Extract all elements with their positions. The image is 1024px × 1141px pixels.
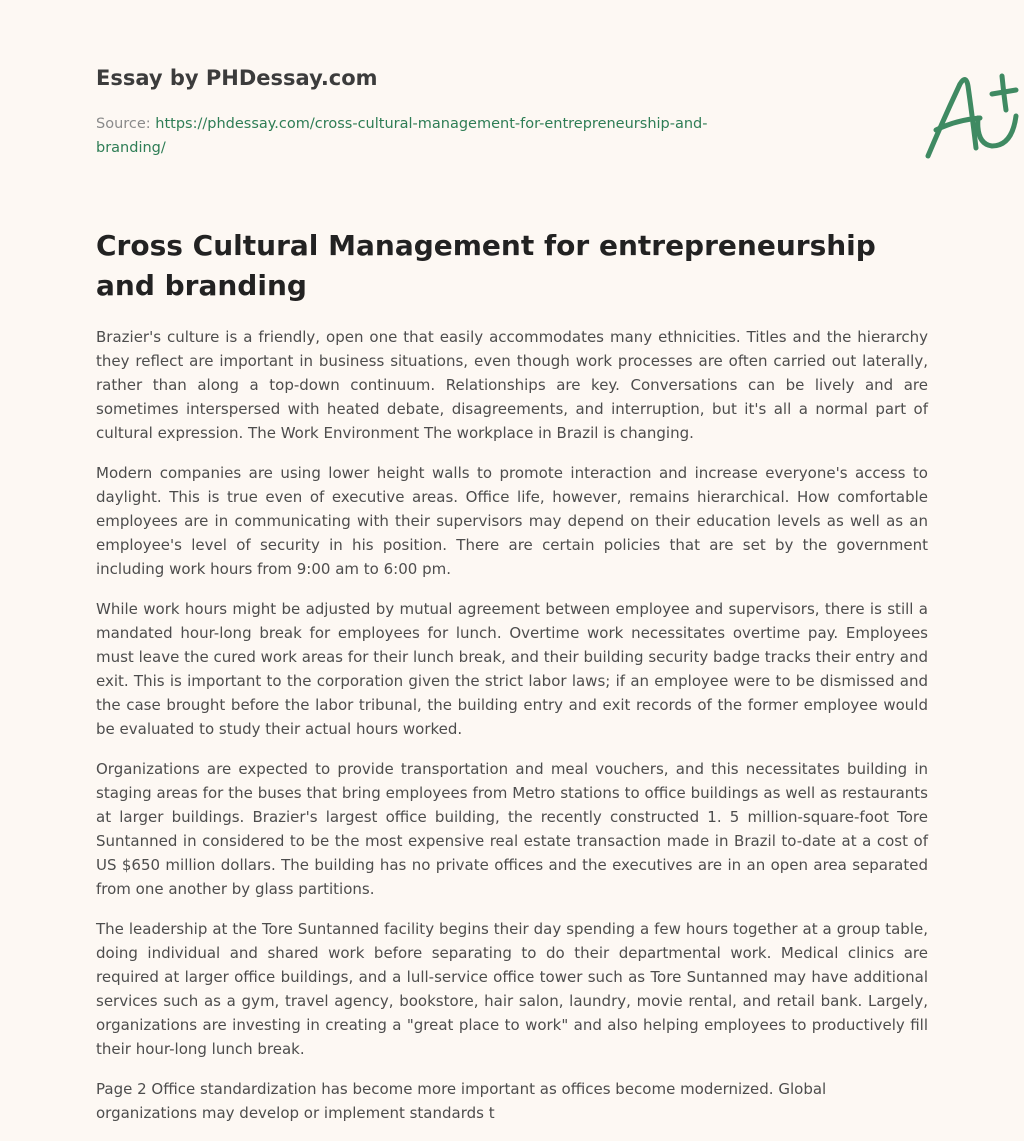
essay-paragraph: Page 2 Office standardization has become more important as offices become modernized. Global organizations may develop or implement standards t <box>96 1080 827 1122</box>
essay-title: Cross Cultural Management for entrepreneurship and branding <box>96 229 876 302</box>
essay-paragraph: Modern companies are using lower height walls to promote interaction and increase everyone's access to daylight. This is true even of executive areas. Office life, however, remains hierarchical. How comfortable employees are in communicating with their supervisors may depend on their education levels as well as an employee's level of security in his position. There are certain policies that are set by the government including work hours from 9:00 am to 6:00 pm. <box>96 464 928 578</box>
essay-paragraph: While work hours might be adjusted by mutual agreement between employee and supervisors, there is still a mandated hour-long break for employees for lunch. Overtime work necessitates overtime pay. Employees must leave the cured work areas for their lunch break, and their building security badge tracks their entry and exit. This is important to the corporation given the strict labor laws; if an employee were to be dismissed and the case brought before the labor tribunal, the building entry and exit records of the former employee would be evaluated to study their actual hours worked. <box>96 600 928 738</box>
source-line <box>96 112 756 160</box>
source-link[interactable]: https://phdessay.com/cross-cultural-management-for-entrepreneurship-and-branding/ <box>96 116 708 156</box>
essay-paragraph: The leadership at the Tore Suntanned facility begins their day spending a few hours together at a group table, doing individual and shared work before separating to do their departmental work. Medical clinics are required at larger office buildings, and a lull-service office tower such as Tore Suntanned may have additional services such as a gym, travel agency, bookstore, hair salon, laundry, movie rental, and retail bank. Largely, organizations are investing in creating a "great place to work" and also helping employees to productively fill their hour-long lunch break. <box>96 920 928 1058</box>
source-label: Source: <box>96 116 151 132</box>
site-brand: Essay by PHDessay.com <box>96 66 378 90</box>
essay-body <box>96 325 928 1141</box>
essay-paragraph: Organizations are expected to provide transportation and meal vouchers, and this necessitates building in staging areas for the buses that bring employees from Metro stations to office buildings as well as restaurants at larger buildings. Brazier's largest office building, the recently constructed 1. 5 million-square-foot Tore Suntanned in considered to be the most expensive real estate transaction made in Brazil to-date at a cost of US $650 million dollars. The building has no private offices and the executives are in an open area separated from one another by glass partitions. <box>96 760 928 898</box>
essay-paragraph: Brazier's culture is a friendly, open one that easily accommodates many ethnicities. Titles and the hierarchy they reflect are important in business situations, even though work processes are often carried out laterally, rather than along a top-down continuum. Relationships are key. Conversations can be lively and are sometimes interspersed with heated debate, disagreements, and interruption, but it's all a normal part of cultural expression. The Work Environment The workplace in Brazil is changing. <box>96 328 928 442</box>
a-plus-grade-icon <box>916 66 1024 166</box>
